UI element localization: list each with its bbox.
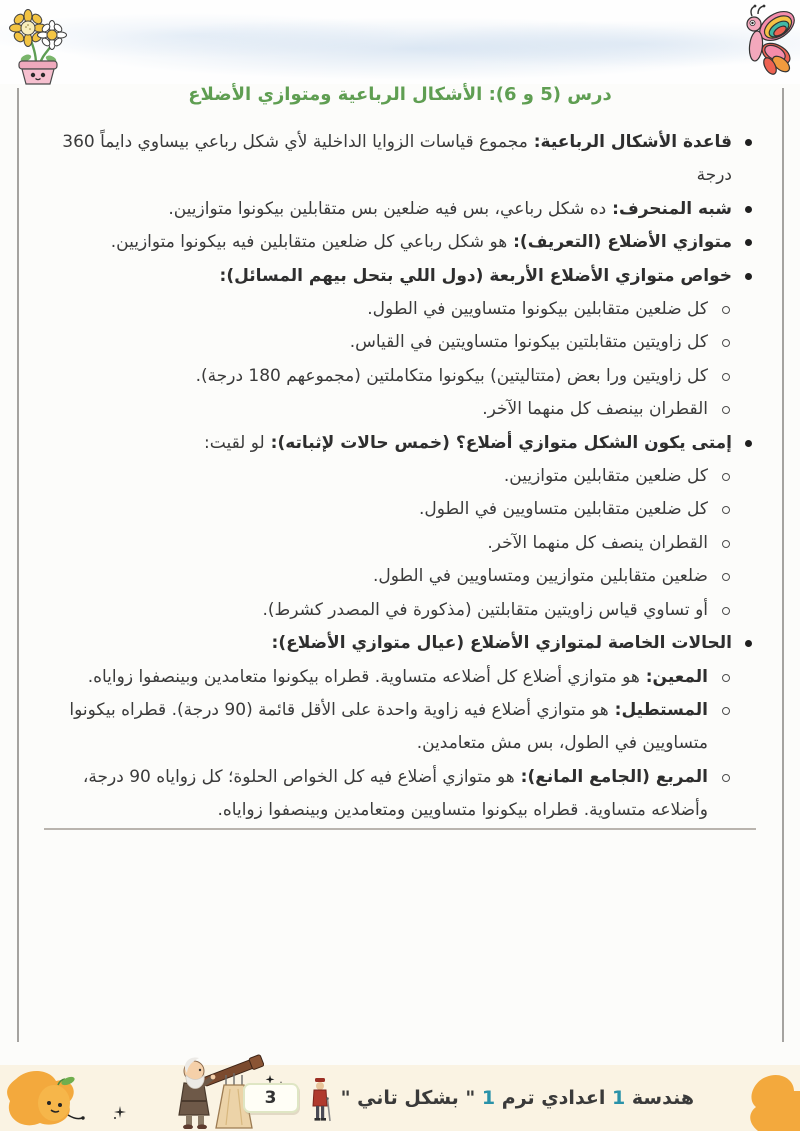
footer-title-text: " بشكل تاني ": [340, 1087, 482, 1109]
lesson-subpoint: [58, 493, 758, 526]
bullet-circle-icon: [722, 540, 730, 548]
bullet-dot-icon: [745, 239, 752, 246]
lesson-subpoint: [58, 393, 758, 426]
walking-man-icon: [307, 1077, 333, 1123]
point-keyword: شبه المنحرف:: [606, 198, 732, 219]
point-text: كل زاويتين متقابلتين بيكونوا متساويتين في القياس.: [349, 332, 708, 353]
point-text: هو متوازي أضلاع كل أضلاعه متساوية. قطراه بيكونوا متعامدين وبينصفوا زواياه.: [87, 666, 640, 687]
point-text: ده شكل رباعي، بس فيه ضلعين بس متقابلين بيكونوا متوازيين.: [168, 198, 607, 219]
lesson-subpoint: [58, 560, 758, 593]
point-keyword: المستطيل:: [608, 699, 708, 720]
lesson-subpoint: [58, 694, 758, 761]
bullet-dot-icon: [745, 139, 752, 146]
lesson-subpoint: [58, 460, 758, 493]
page-title: درس (5 و 6): الأشكال الرباعية ومتوازي الأضلاع: [188, 84, 612, 105]
point-text: كل ضلعين متقابلين بيكونوا متساويين في الطول.: [367, 299, 708, 320]
lesson-point: [58, 193, 758, 226]
point-text: القطران بينصف كل منهما الآخر.: [482, 399, 708, 420]
point-keyword: قاعدة الأشكال الرباعية:: [527, 132, 732, 152]
footer-title-number: 1: [481, 1087, 496, 1109]
point-keyword: الحالات الخاصة لمتوازي الأضلاع (عيال متوازي الأضلاع):: [271, 633, 732, 654]
lesson-point: [58, 226, 758, 259]
bullet-circle-icon: [722, 674, 730, 682]
bullet-dot-icon: [745, 206, 752, 213]
left-page-border: [17, 88, 19, 1042]
lesson-subpoint: [58, 326, 758, 359]
lesson-subpoint: [58, 293, 758, 326]
lesson-subpoint: [58, 527, 758, 560]
sparkle-icon: [112, 1105, 128, 1121]
bullet-circle-icon: [722, 339, 730, 347]
bullet-circle-icon: [722, 406, 730, 414]
lesson-point: [58, 627, 758, 660]
point-keyword: إمتى يكون الشكل متوازي أضلاع؟ (خمس حالات لإثباته):: [264, 432, 732, 453]
footer-info-row: [243, 1077, 694, 1119]
point-text: مجموع قياسات الزوايا الداخلية لأي شكل رباعي بيساوي دايماً 360 درجة: [62, 132, 732, 186]
point-keyword: متوازي الأضلاع (التعريف):: [507, 232, 732, 253]
point-keyword: خواص متوازي الأضلاع الأربعة (دول اللي بتحل بيهم المسائل):: [219, 265, 732, 286]
lesson-point: [58, 260, 758, 293]
bullet-dot-icon: [745, 273, 752, 280]
bullet-circle-icon: [722, 707, 730, 715]
bullet-circle-icon: [722, 373, 730, 381]
mango-character-icon: [2, 1067, 98, 1131]
lesson-point: [58, 427, 758, 460]
point-text: هو متوازي أضلاع فيه زاوية واحدة على الأقل قائمة (90 درجة). قطراه بيكونوا متساويين في الطول، بس مش متعامدين.: [69, 699, 708, 754]
point-text: لو لقيت:: [204, 432, 265, 453]
point-text: كل زاويتين ورا بعض (متتاليتين) بيكونوا متكاملتين (مجموعهم 180 درجة).: [195, 365, 708, 386]
bullet-dot-icon: [745, 640, 752, 647]
point-text: ضلعين متقابلين متوازيين ومتساويين في الطول.: [372, 566, 708, 587]
footer-title-number: 1: [612, 1087, 626, 1109]
point-text: كل ضلعين متقابلين متساويين في الطول.: [418, 499, 708, 520]
lesson-point: [58, 126, 758, 193]
lesson-subpoint: [58, 761, 758, 828]
footer-series-title: [341, 1087, 694, 1109]
page-number-badge: [243, 1083, 299, 1113]
point-keyword: المربع (الجامع المانع):: [514, 766, 708, 787]
point-text: هو متوازي أضلاع فيه كل الخواص الحلوة؛ كل زواياه 90 درجة، وأضلاعه متساوية. قطراه بيكونوا متساويين ومتعامدين وبينصفوا زواياه.: [82, 766, 708, 821]
lesson-subpoint: [58, 360, 758, 393]
bullet-circle-icon: [722, 473, 730, 481]
bullet-circle-icon: [722, 506, 730, 514]
bullet-circle-icon: [722, 573, 730, 581]
bullet-circle-icon: [722, 774, 730, 782]
bullet-circle-icon: [722, 306, 730, 314]
point-keyword: المعين:: [639, 666, 708, 687]
lesson-points-list: [58, 126, 758, 828]
footer-title-text: هندسة: [625, 1087, 694, 1109]
bullet-dot-icon: [745, 440, 752, 447]
corner-blob-decoration: [742, 1073, 800, 1131]
bullet-circle-icon: [722, 607, 730, 615]
page-number: 3: [264, 1088, 277, 1108]
lesson-subpoint: [58, 661, 758, 694]
flower-pot-icon: [6, 6, 70, 86]
lesson-subpoint: [58, 594, 758, 627]
butterfly-icon: [732, 2, 798, 78]
section-divider-line: [44, 828, 756, 830]
point-text: هو شكل رباعي كل ضلعين متقابلين فيه بيكونوا متوازيين.: [110, 232, 508, 253]
point-text: كل ضلعين متقابلين متوازيين.: [503, 466, 708, 487]
right-page-border: [782, 88, 784, 1042]
point-text: أو تساوي قياس زاويتين متقابلتين (مذكورة في المصدر كشرط).: [262, 599, 708, 620]
footer-title-text: اعدادي ترم: [495, 1087, 613, 1109]
header-watercolor-band: [0, 0, 800, 84]
point-text: القطران ينصف كل منهما الآخر.: [487, 532, 708, 553]
